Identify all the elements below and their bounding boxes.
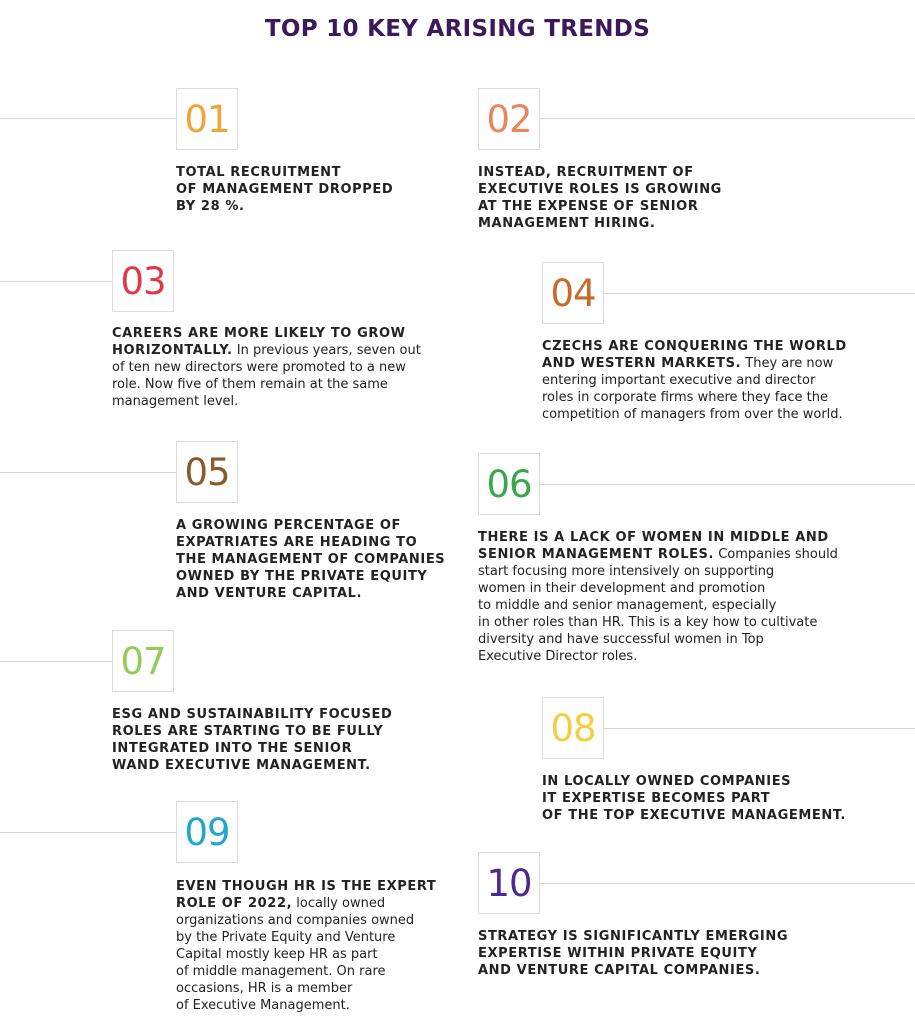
trend-09-line: Capital mostly keep HR as part — [176, 947, 378, 962]
trend-number-04: 04 — [542, 262, 604, 324]
trend-06-lead: SENIOR MANAGEMENT ROLES. — [478, 547, 715, 562]
trend-07-line: ESG AND SUSTAINABILITY FOCUSED — [112, 707, 393, 722]
connector-line-07 — [0, 661, 112, 662]
trend-number-06: 06 — [478, 453, 540, 515]
connector-line-04 — [604, 293, 915, 294]
trend-number-10: 10 — [478, 852, 540, 914]
trend-number-07: 07 — [112, 630, 174, 692]
trend-01-line: OF MANAGEMENT DROPPED — [176, 182, 394, 197]
trend-07-line: WAND EXECUTIVE MANAGEMENT. — [112, 758, 371, 773]
trend-number-03: 03 — [112, 250, 174, 312]
trend-02-line: EXECUTIVE ROLES IS GROWING — [478, 182, 722, 197]
trend-number-01: 01 — [176, 88, 238, 150]
trend-09-line: of middle management. On rare — [176, 964, 386, 979]
connector-line-06 — [540, 484, 915, 485]
trend-08-line: OF THE TOP EXECUTIVE MANAGEMENT. — [542, 808, 846, 823]
connector-line-08 — [604, 728, 915, 729]
trend-05-line: EXPATRIATES ARE HEADING TO — [176, 535, 418, 550]
trend-number-09: 09 — [176, 801, 238, 863]
trend-09-line: EVEN THOUGH HR IS THE EXPERT — [176, 879, 437, 894]
trend-06-line: in other roles than HR. This is a key how to cultivate — [478, 615, 818, 630]
trend-05-line: OWNED BY THE PRIVATE EQUITY — [176, 569, 428, 584]
trend-06-mixed-line — [478, 546, 838, 563]
trend-09-lead-cont: locally owned — [292, 896, 386, 911]
trend-text-07 — [112, 706, 392, 774]
page-title: TOP 10 KEY ARISING TRENDS — [264, 16, 651, 42]
trend-10-line: STRATEGY IS SIGNIFICANTLY EMERGING — [478, 929, 789, 944]
trend-08-line: IT EXPERTISE BECOMES PART — [542, 791, 771, 806]
trend-02-line: MANAGEMENT HIRING. — [478, 216, 656, 231]
trend-03-line: management level. — [112, 394, 239, 409]
trend-09-lead: ROLE OF 2022, — [176, 896, 293, 911]
trend-07-line: ROLES ARE STARTING TO BE FULLY — [112, 724, 384, 739]
trend-04-lead-cont: They are now — [741, 356, 834, 371]
trend-01-line: TOTAL RECRUITMENT — [176, 165, 342, 180]
trend-06-line: Executive Director roles. — [478, 649, 638, 664]
trend-text-05 — [176, 517, 445, 602]
trend-03-lead: HORIZONTALLY. — [112, 343, 233, 358]
trend-08-line: IN LOCALLY OWNED COMPANIES — [542, 774, 792, 789]
trend-03-line: role. Now five of them remain at the same — [112, 377, 388, 392]
trend-05-line: AND VENTURE CAPITAL. — [176, 586, 363, 601]
trend-number-02: 02 — [478, 88, 540, 150]
connector-line-05 — [0, 472, 176, 473]
connector-line-09 — [0, 832, 176, 833]
trend-09-mixed-line — [176, 895, 436, 912]
connector-line-10 — [540, 883, 915, 884]
trend-06-lead-cont: Companies should — [714, 547, 838, 562]
trend-text-06 — [478, 529, 838, 665]
trend-06-line: THERE IS A LACK OF WOMEN IN MIDDLE AND — [478, 530, 829, 545]
trend-09-line: occasions, HR is a member — [176, 981, 353, 996]
trend-text-01 — [176, 164, 393, 215]
trend-text-02 — [478, 164, 722, 232]
trend-06-line: diversity and have successful women in Top — [478, 632, 764, 647]
trend-04-line: competition of managers from over the world. — [542, 407, 843, 422]
trend-06-line: women in their development and promotion — [478, 581, 766, 596]
trend-01-line: BY 28 %. — [176, 199, 245, 214]
connector-line-02 — [540, 118, 915, 119]
trend-05-line: THE MANAGEMENT OF COMPANIES — [176, 552, 446, 567]
trend-06-line: start focusing more intensively on supporting — [478, 564, 775, 579]
connector-line-01 — [0, 118, 176, 119]
trend-03-line: of ten new directors were promoted to a new — [112, 360, 406, 375]
trend-text-10 — [478, 928, 788, 979]
trend-03-line: CAREERS ARE MORE LIKELY TO GROW — [112, 326, 406, 341]
trend-04-line: roles in corporate firms where they face the — [542, 390, 828, 405]
trend-04-line: entering important executive and director — [542, 373, 816, 388]
trend-09-line: organizations and companies owned — [176, 913, 415, 928]
trend-text-09 — [176, 878, 436, 1014]
trend-02-line: INSTEAD, RECRUITMENT OF — [478, 165, 694, 180]
trend-number-05: 05 — [176, 441, 238, 503]
trend-number-08: 08 — [542, 697, 604, 759]
trend-09-line: by the Private Equity and Venture — [176, 930, 396, 945]
trend-text-08 — [542, 773, 846, 824]
trend-10-line: AND VENTURE CAPITAL COMPANIES. — [478, 963, 761, 978]
trend-02-line: AT THE EXPENSE OF SENIOR — [478, 199, 699, 214]
trend-07-line: INTEGRATED INTO THE SENIOR — [112, 741, 353, 756]
trend-03-mixed-line — [112, 342, 421, 359]
connector-line-03 — [0, 281, 112, 282]
trend-10-line: EXPERTISE WITHIN PRIVATE EQUITY — [478, 946, 758, 961]
trend-04-mixed-line — [542, 355, 847, 372]
trend-04-lead: AND WESTERN MARKETS. — [542, 356, 742, 371]
trend-06-line: to middle and senior management, especially — [478, 598, 777, 613]
trend-text-03 — [112, 325, 421, 410]
trend-text-04 — [542, 338, 847, 423]
trend-04-line: CZECHS ARE CONQUERING THE WORLD — [542, 339, 847, 354]
trend-09-line: of Executive Management. — [176, 998, 350, 1013]
trend-03-lead-cont: In previous years, seven out — [232, 343, 421, 358]
trend-05-line: A GROWING PERCENTAGE OF — [176, 518, 402, 533]
